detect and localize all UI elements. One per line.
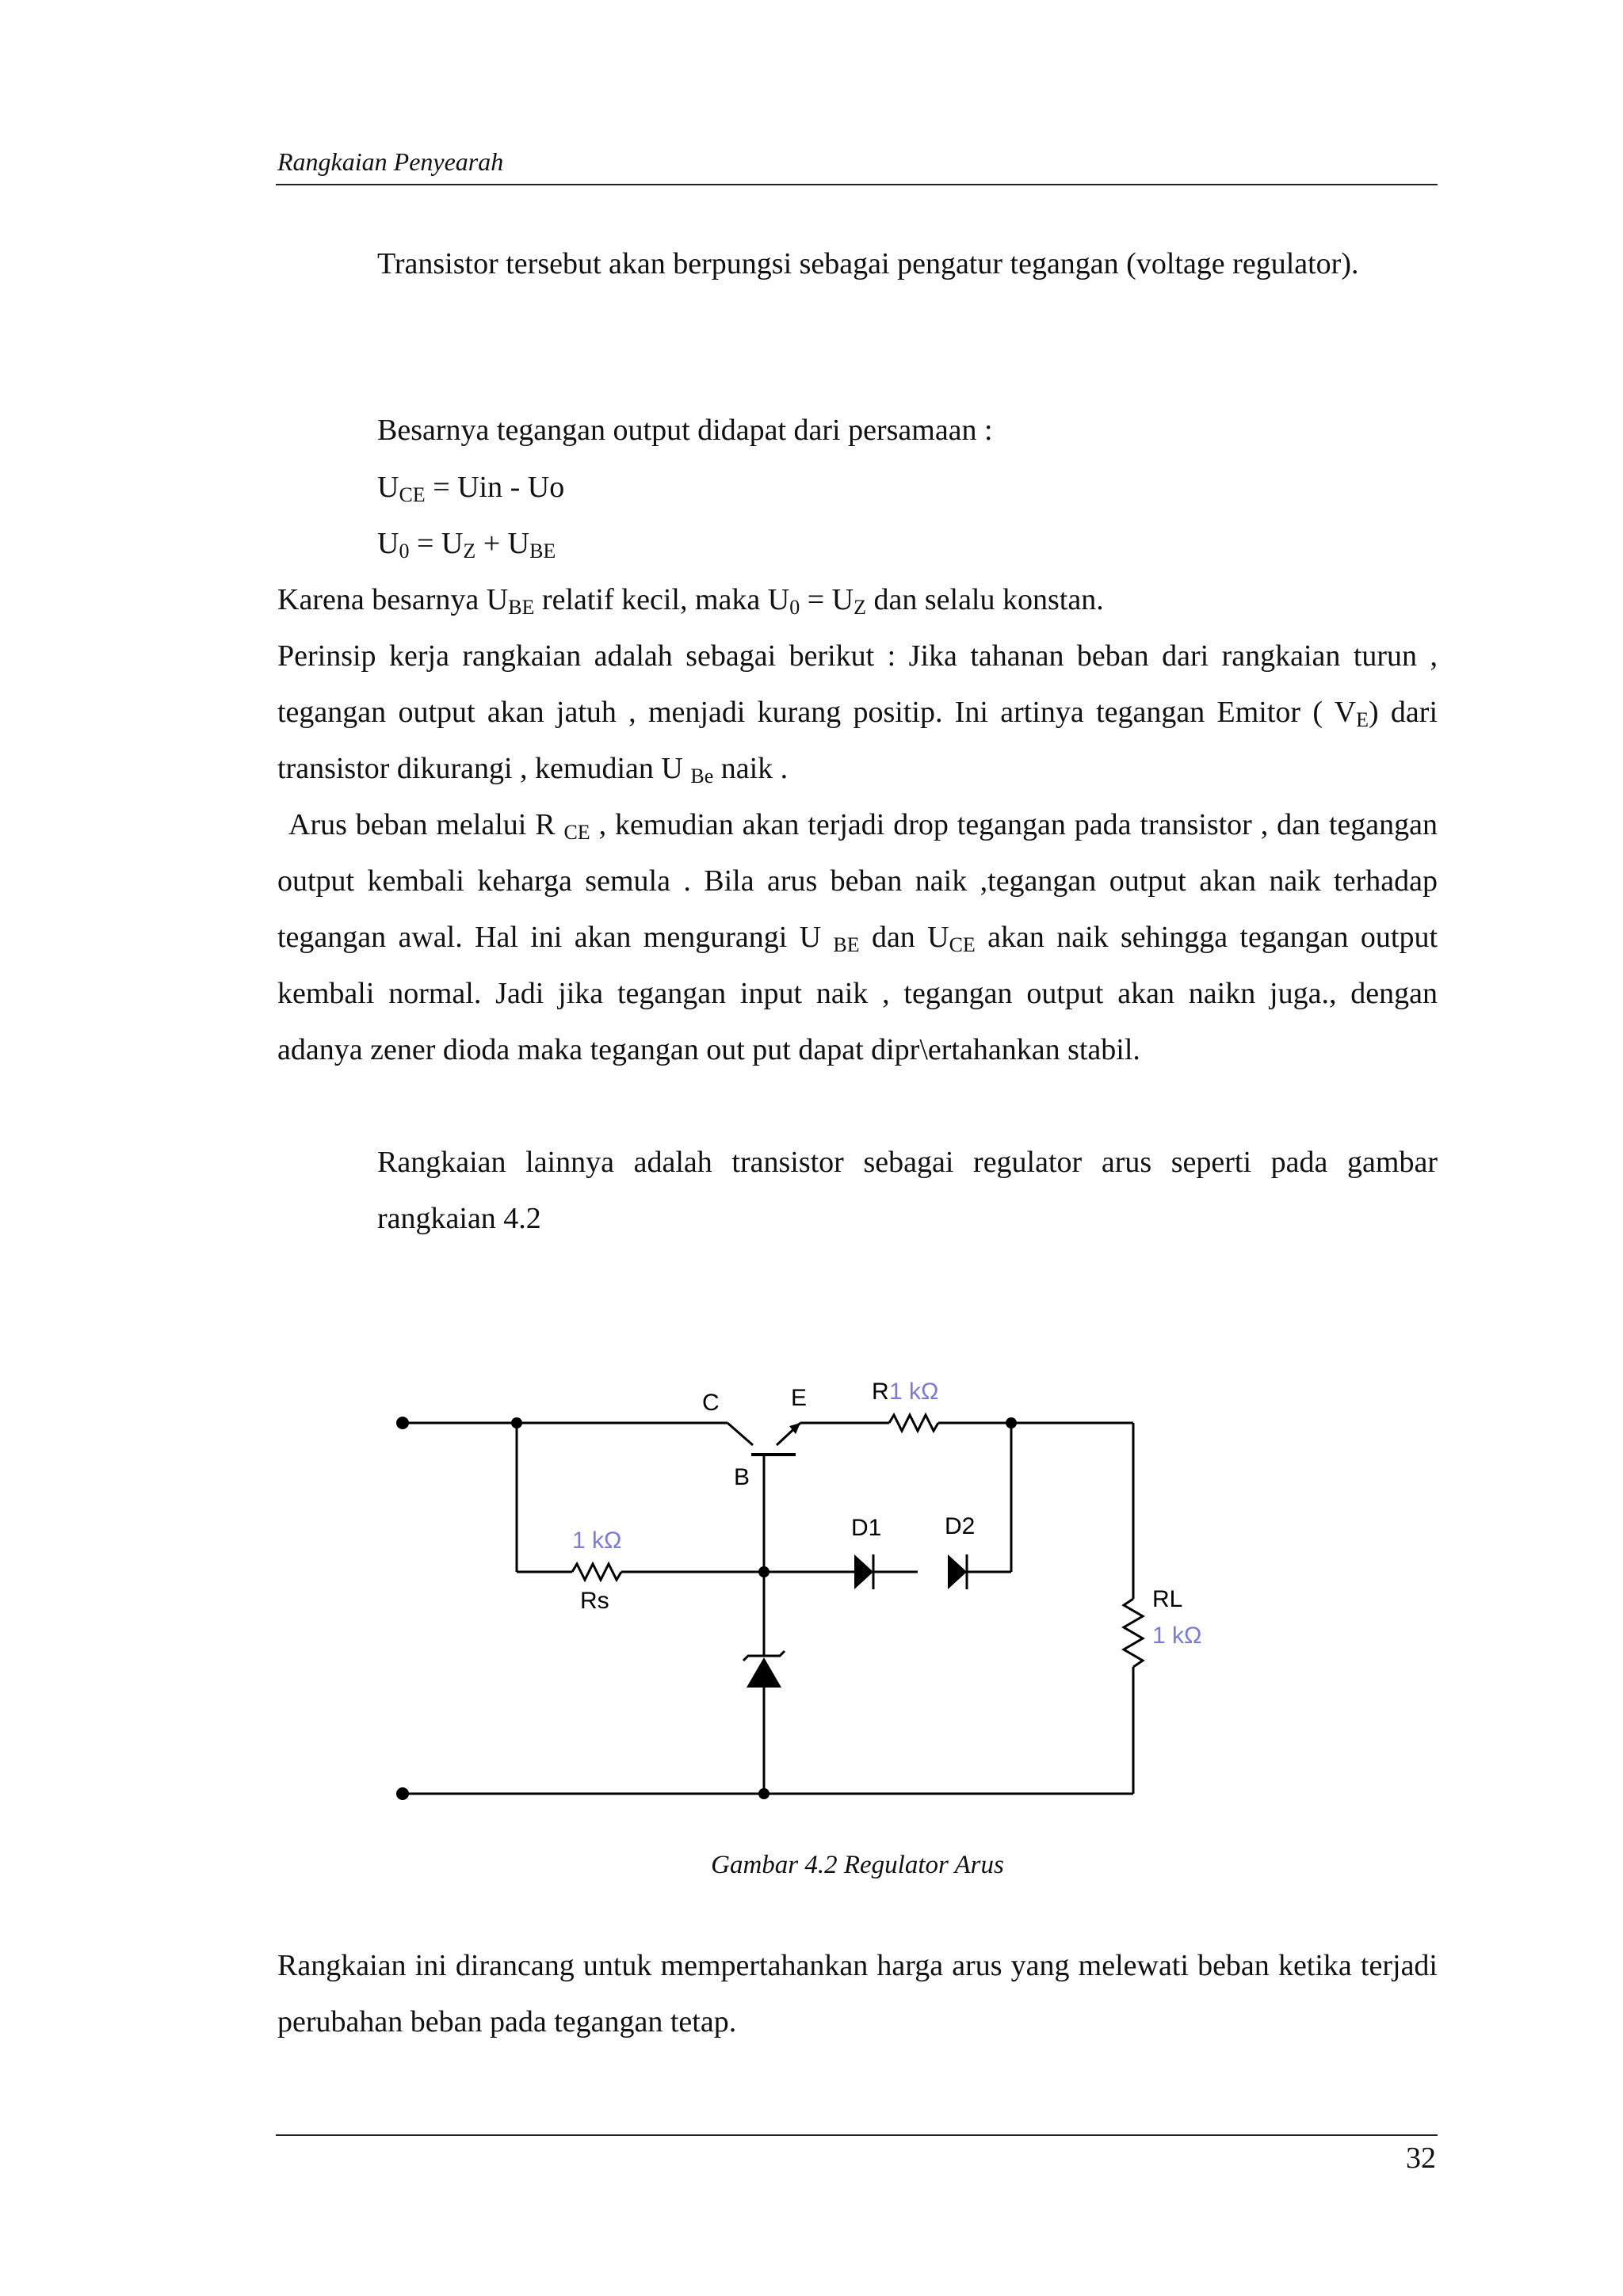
- running-header: Rangkaian Penyearah: [277, 147, 504, 176]
- paragraph-3: Karena besarnya $U_{BE}$ relatif kecil, maka $U_0 = U_Z$ dan selalu konstan.: [277, 583, 1104, 619]
- d2-triangle: [948, 1554, 967, 1589]
- resistor-rl: [1124, 1599, 1143, 1667]
- label-rl-name: RL: [1152, 1586, 1183, 1612]
- input-terminal-bottom: [396, 1787, 409, 1800]
- paragraph-2: Besarnya tegangan output didapat dari persamaan :: [377, 414, 993, 447]
- label-emitter: E: [791, 1385, 808, 1411]
- label-r-name: R: [872, 1379, 889, 1405]
- junction-top-right: [1006, 1417, 1017, 1428]
- label-r-value: 1 kΩ: [889, 1379, 939, 1405]
- resistor-rs: [572, 1564, 621, 1580]
- paragraph-7: Rangkaian ini dirancang untuk mempertahankan harga arus yang melewati beban ketika terjadi perubahan beban pada tegangan tetap.: [277, 1949, 1438, 2039]
- paragraph-5: Arus beban melalui R $_{CE}$ , kemudian akan terjadi drop tegangan pada transistor , dan tegangan output kembali keharga semula . Bila arus beban naik ,tegangan output akan naik terhadap tegangan awal. Hal ini akan mengurangi U $_{BE}$ dan $U_{CE}$ akan naik sehingga tegangan output kembali normal. Jadi jika tegangan input naik , tegangan output akan naikn juga., dengan adanya zener dioda maka tegangan out put dapat dipr\ertahankan stabil.: [277, 808, 1438, 1066]
- figure-caption: Gambar 4.2 Regulator Arus: [711, 1851, 1004, 1879]
- footer-rule: [276, 2134, 1438, 2136]
- junction-base: [758, 1566, 769, 1577]
- label-collector: C: [702, 1390, 720, 1416]
- label-d2: D2: [945, 1513, 976, 1539]
- resistor-r: [889, 1415, 938, 1431]
- junction-bottom: [758, 1788, 769, 1799]
- d1-triangle: [854, 1554, 873, 1589]
- current-regulator-circuit: [372, 1347, 1244, 1806]
- equation-1: $U_{CE}$ = Uin - Uo: [377, 471, 565, 506]
- label-rl-value: 1 kΩ: [1152, 1623, 1202, 1649]
- label-base: B: [734, 1464, 750, 1490]
- page-number: 32: [1406, 2142, 1436, 2175]
- paragraph-6: Rangkaian lainnya adalah transistor sebagai regulator arus seperti pada gambar rangkaian 4.2: [377, 1146, 1438, 1235]
- collector-lead: [727, 1423, 753, 1445]
- label-rs-value: 1 kΩ: [572, 1527, 622, 1554]
- junction-top-left: [511, 1417, 522, 1428]
- header-rule: [276, 184, 1438, 185]
- label-rs-name: Rs: [580, 1588, 609, 1614]
- equation-2: $U_0 = U_Z + U_{BE}$: [377, 527, 556, 563]
- input-terminal-top: [396, 1417, 409, 1429]
- zener-triangle: [747, 1657, 781, 1688]
- paragraph-1: Transistor tersebut akan berpungsi sebagai pengatur tegangan (voltage regulator).: [377, 247, 1359, 280]
- paragraph-4: Perinsip kerja rangkaian adalah sebagai berikut : Jika tahanan beban dari rangkaian turun , tegangan output akan jatuh , menjadi kurang positip. Ini artinya tegangan Emitor ( $V_E$) dari transistor dikurangi , kemudian U $_{Be}$ naik .: [277, 639, 1438, 788]
- label-d1: D1: [851, 1515, 882, 1541]
